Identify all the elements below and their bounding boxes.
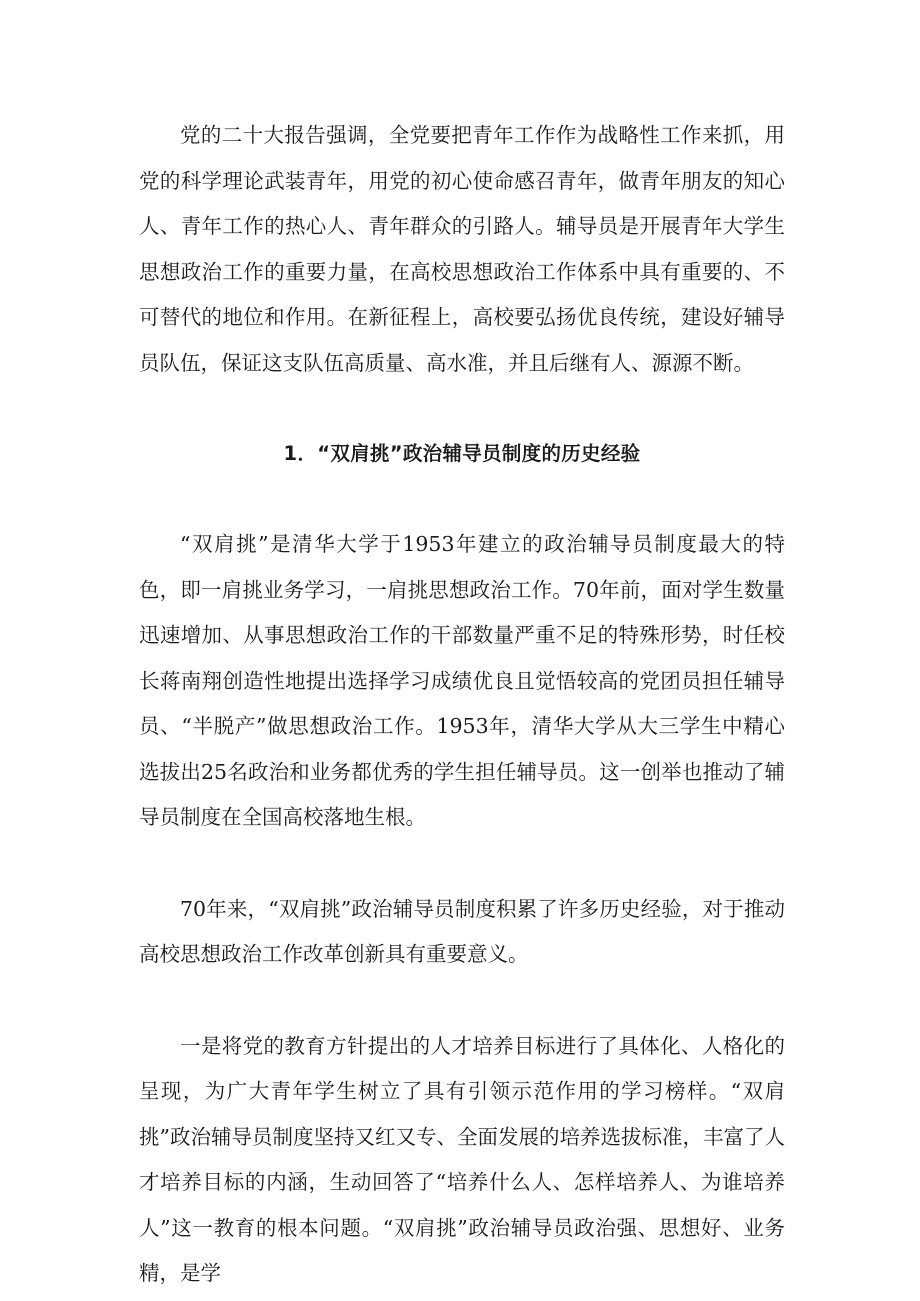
section-paragraph-history: “双肩挑”是清华大学于1953年建立的政治辅导员制度最大的特色，即一肩挑业务学习，一肩挑思想政治工作。70年前，面对学生数量迅速增加、从事思想政治工作的干部数量严重不足的特殊形势，时任校长蒋南翔创造性地提出选择学习成绩优良且觉悟较高的党团员担任辅导员、“半脱产”做思想政治工作。1953年，清华大学从大三学生中精心选拔出25名政治和业务都优秀的学生担任辅导员。这一创举也推动了辅导员制度在全国高校落地生根。 [139,532,785,829]
section-paragraph-point-one: 一是将党的教育方针提出的人才培养目标进行了具体化、人格化的呈现，为广大青年学生树立了具有引领示范作用的学习榜样。“双肩挑”政治辅导员制度坚持又红又专、全面发展的培养选拔标准，丰富了人才培养目标的内涵，生动回答了“培养什么人、怎样培养人、为谁培养人”这一教育的根本问题。“双肩挑”政治辅导员政治强、思想好、业务精，是学 [139,1033,785,1285]
document-body [139,113,785,1297]
section-paragraph-experience: 70年来，“双肩挑”政治辅导员制度积累了许多历史经验，对于推动高校思想政治工作改革创新具有重要意义。 [139,896,785,966]
section-heading: 1．“双肩挑”政治辅导员制度的历史经验 [283,442,641,465]
intro-paragraph: 党的二十大报告强调，全党要把青年工作作为战略性工作来抓，用党的科学理论武装青年，用党的初心使命感召青年，做青年朋友的知心人、青年工作的热心人、青年群众的引路人。辅导员是开展青年大学生思想政治工作的重要力量，在高校思想政治工作体系中具有重要的、不可替代的地位和作用。在新征程上，高校要弘扬优良传统，建设好辅导员队伍，保证这支队伍高质量、高水准，并且后继有人、源源不断。 [139,123,785,375]
